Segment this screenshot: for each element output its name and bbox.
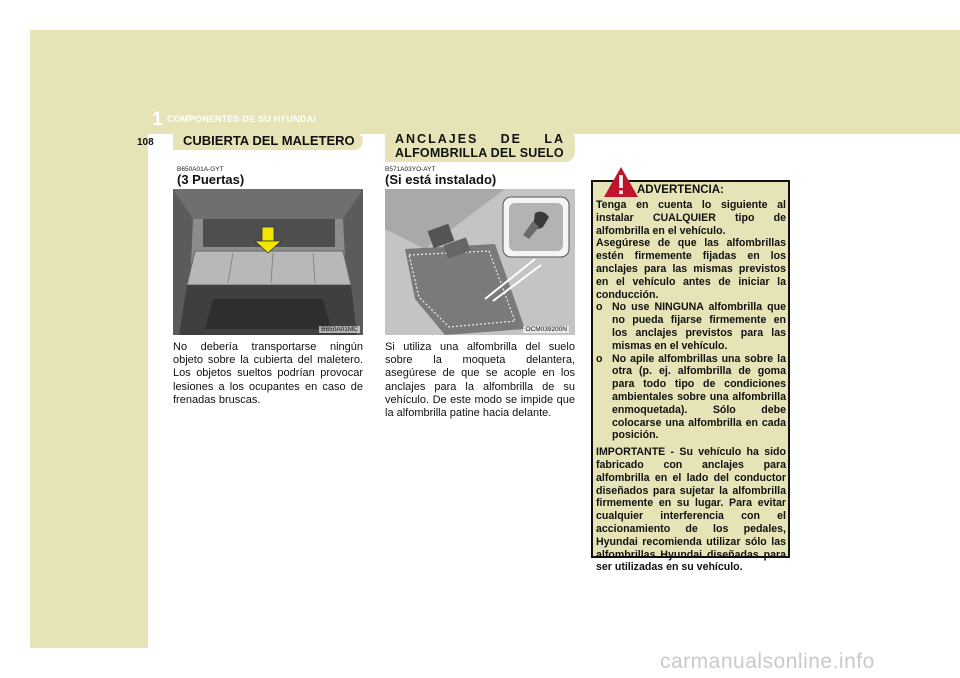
title-line: ALFOMBRILLA DEL SUELO [395,146,564,160]
warning-body [596,199,786,574]
trunk-photo-illustration [173,189,363,335]
title-word: DE [500,132,523,146]
title-word: ANCLAJES [395,132,479,146]
trunk-cover-text: No debería transportarse ningún objeto sobre la cubierta del maletero. Los objetos sueltos podrían provocar lesiones a los ocupantes en caso de frenadas bruscas. [173,341,363,406]
list-marker: o [596,301,603,314]
list-marker: o [596,352,603,365]
warning-list-item [596,353,786,443]
chapter-title: COMPONENTES DE SU HYUNDAI [167,114,317,124]
image-caption: B650A01MC [321,326,358,333]
subtitle: (Si está instalado) [385,172,497,187]
section-title-trunk-cover: CUBIERTA DEL MALETERO [173,132,363,150]
warning-paragraph: Asegúrese de que las alfombrillas estén firmemente fijadas en los anclajes para las mismas previstos en el vehículo antes de iniciar la conducción. [596,237,786,301]
chapter-number: 1 [152,109,163,130]
page-number: 108 [137,137,154,148]
list-item-text: No use NINGUNA alfombrilla que no pueda fijarse firmemente en los anclajes previstos para las mismas en el vehículo. [612,301,786,352]
subtitle: (3 Puertas) [177,172,245,187]
warning-important: IMPORTANTE - Su vehículo ha sido fabricado con anclajes para alfombrilla en el lado del conductor diseñados para sujetar la alfombrilla firmemente en su lugar. Para evitar cualquier interferencia con el accionamiento de los pedales, Hyundai recomienda utilizar sólo las alfombrillas Hyundai diseñadas para ser utilizadas en su vehículo. [596,446,786,574]
floor-mat-anchor-photo [385,189,575,335]
floor-mat-illustration [385,189,575,335]
warning-title: ADVERTENCIA: [637,184,724,196]
title-word: LA [544,132,565,146]
list-item-text: No apile alfombrillas una sobre la otra (p. ej. alfombrilla de goma para todo tipo de condiciones ambientales sobre una alfombrilla enmoquetada). Sólo debe colocarse una alfombrilla en cada posición. [612,352,786,442]
warning-list-item [596,301,786,352]
trunk-cover-photo [173,189,363,335]
warning-intro: Tenga en cuenta lo siguiente al instalar CUALQUIER tipo de alfombrilla en el vehículo. [596,199,786,237]
reference-code: B650A01A-GYT [177,166,224,173]
watermark: carmanualsonline.info [660,650,875,673]
floor-mat-text: Si utiliza una alfombrilla del suelo sobre la moqueta delantera, asegúrese de que se acople en los anclajes para la alfombrilla de su vehículo. De este modo se impide que la alfombrilla patine hacia delante. [385,341,575,420]
reference-code: B571A03YO-AYT [385,166,436,173]
warning-triangle-icon [603,166,639,198]
image-caption: OCM039200N [525,326,567,333]
section-title-floor-mat-anchors [385,130,575,162]
